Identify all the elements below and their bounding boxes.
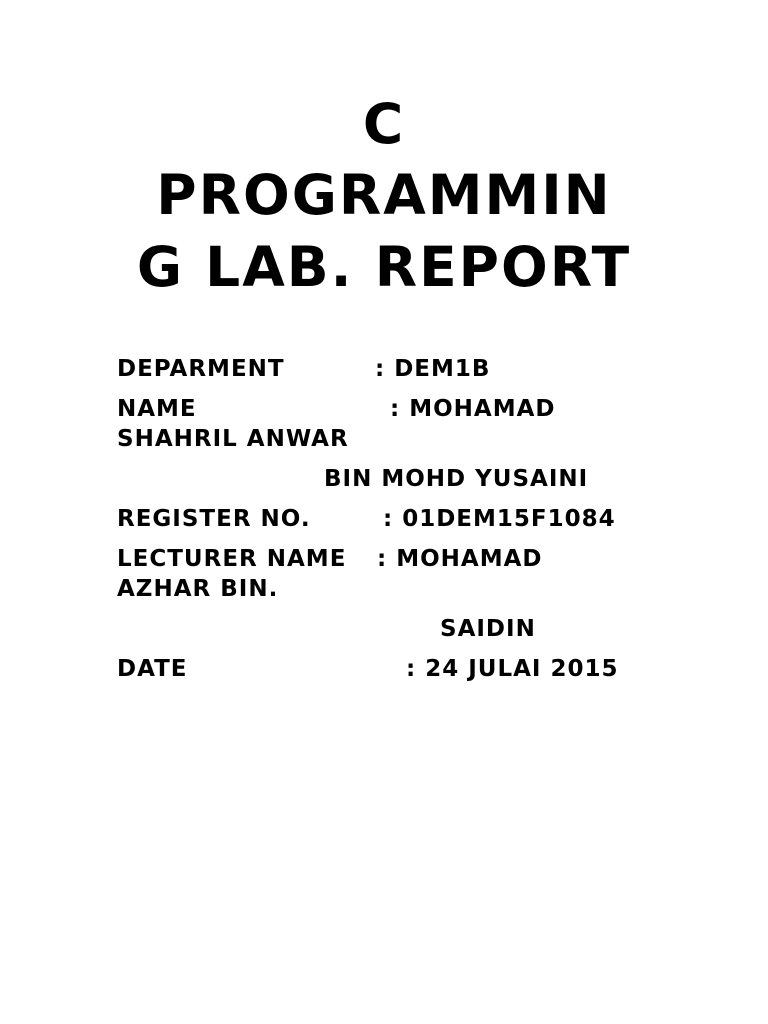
date-value: : 24 JULAI 2015: [406, 656, 619, 682]
date-label: DATE: [117, 656, 188, 682]
lecturer-value-wrap: AZHAR BIN.: [117, 576, 279, 602]
lecturer-value-continuation: SAIDIN: [440, 616, 536, 642]
lecturer-label: LECTURER NAME: [117, 546, 347, 572]
name-value-continuation: BIN MOHD YUSAINI: [324, 466, 589, 492]
title-line-2: PROGRAMMIN: [156, 163, 612, 227]
title-line-1: C: [362, 92, 406, 156]
register-value: : 01DEM15F1084: [383, 506, 616, 532]
title-line-3: G LAB. REPORT: [136, 235, 632, 299]
name-label: NAME: [117, 396, 197, 422]
lecturer-value: : MOHAMAD: [377, 546, 543, 572]
name-value-wrap: SHAHRIL ANWAR: [117, 426, 349, 452]
department-label: DEPARMENT: [117, 356, 285, 382]
department-value: : DEM1B: [375, 356, 491, 382]
name-value: : MOHAMAD: [390, 396, 556, 422]
register-label: REGISTER NO.: [117, 506, 311, 532]
